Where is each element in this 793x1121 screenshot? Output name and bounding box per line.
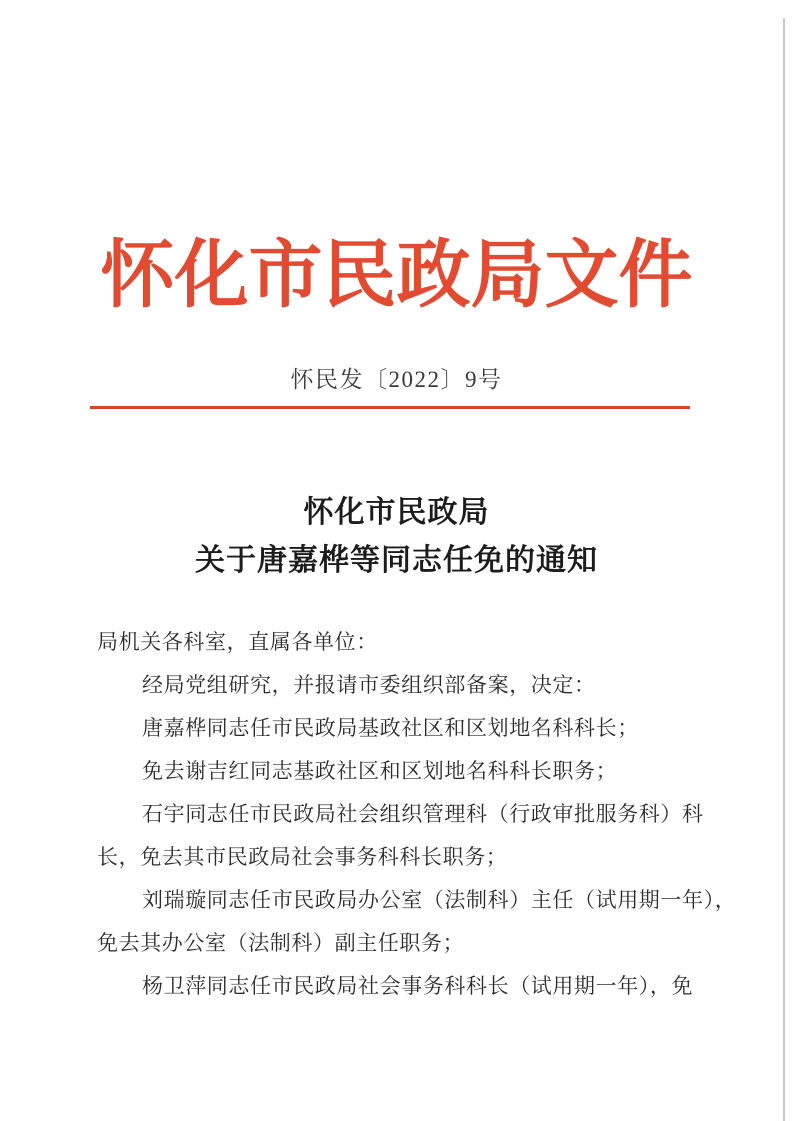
body-line: 杨卫萍同志任市民政局社会事务科科长（试用期一年），免 bbox=[142, 974, 694, 998]
body-line: 刘瑞璇同志任市民政局办公室（法制科）主任（试用期一年）， bbox=[142, 888, 737, 912]
document-title bbox=[0, 489, 793, 585]
red-separator-line bbox=[90, 406, 690, 409]
body-line: 免去其办公室（法制科）副主任职务； bbox=[97, 931, 465, 955]
letterhead-title: 怀化市民政局文件 bbox=[100, 235, 693, 317]
body-line: 石宇同志任市民政局社会组织管理科（行政审批服务科）科 bbox=[142, 802, 704, 826]
body-line: 局机关各科室，直属各单位： bbox=[97, 630, 378, 654]
document-title-line-1: 怀化市民政局 bbox=[303, 496, 490, 529]
document-title-line-2: 关于唐嘉桦等同志任免的通知 bbox=[195, 544, 598, 577]
body-line: 唐嘉桦同志任市民政局基政社区和区划地名科科长； bbox=[142, 716, 639, 740]
body-line: 免去谢吉红同志基政社区和区划地名科科长职务； bbox=[142, 759, 618, 783]
document-number: 怀民发〔2022〕9号 bbox=[290, 367, 503, 392]
document-body bbox=[97, 621, 737, 1008]
body-line: 长，免去其市民政局社会事务科科长职务； bbox=[97, 845, 508, 869]
body-line: 经局党组研究，并报请市委组织部备案，决定： bbox=[142, 673, 596, 697]
